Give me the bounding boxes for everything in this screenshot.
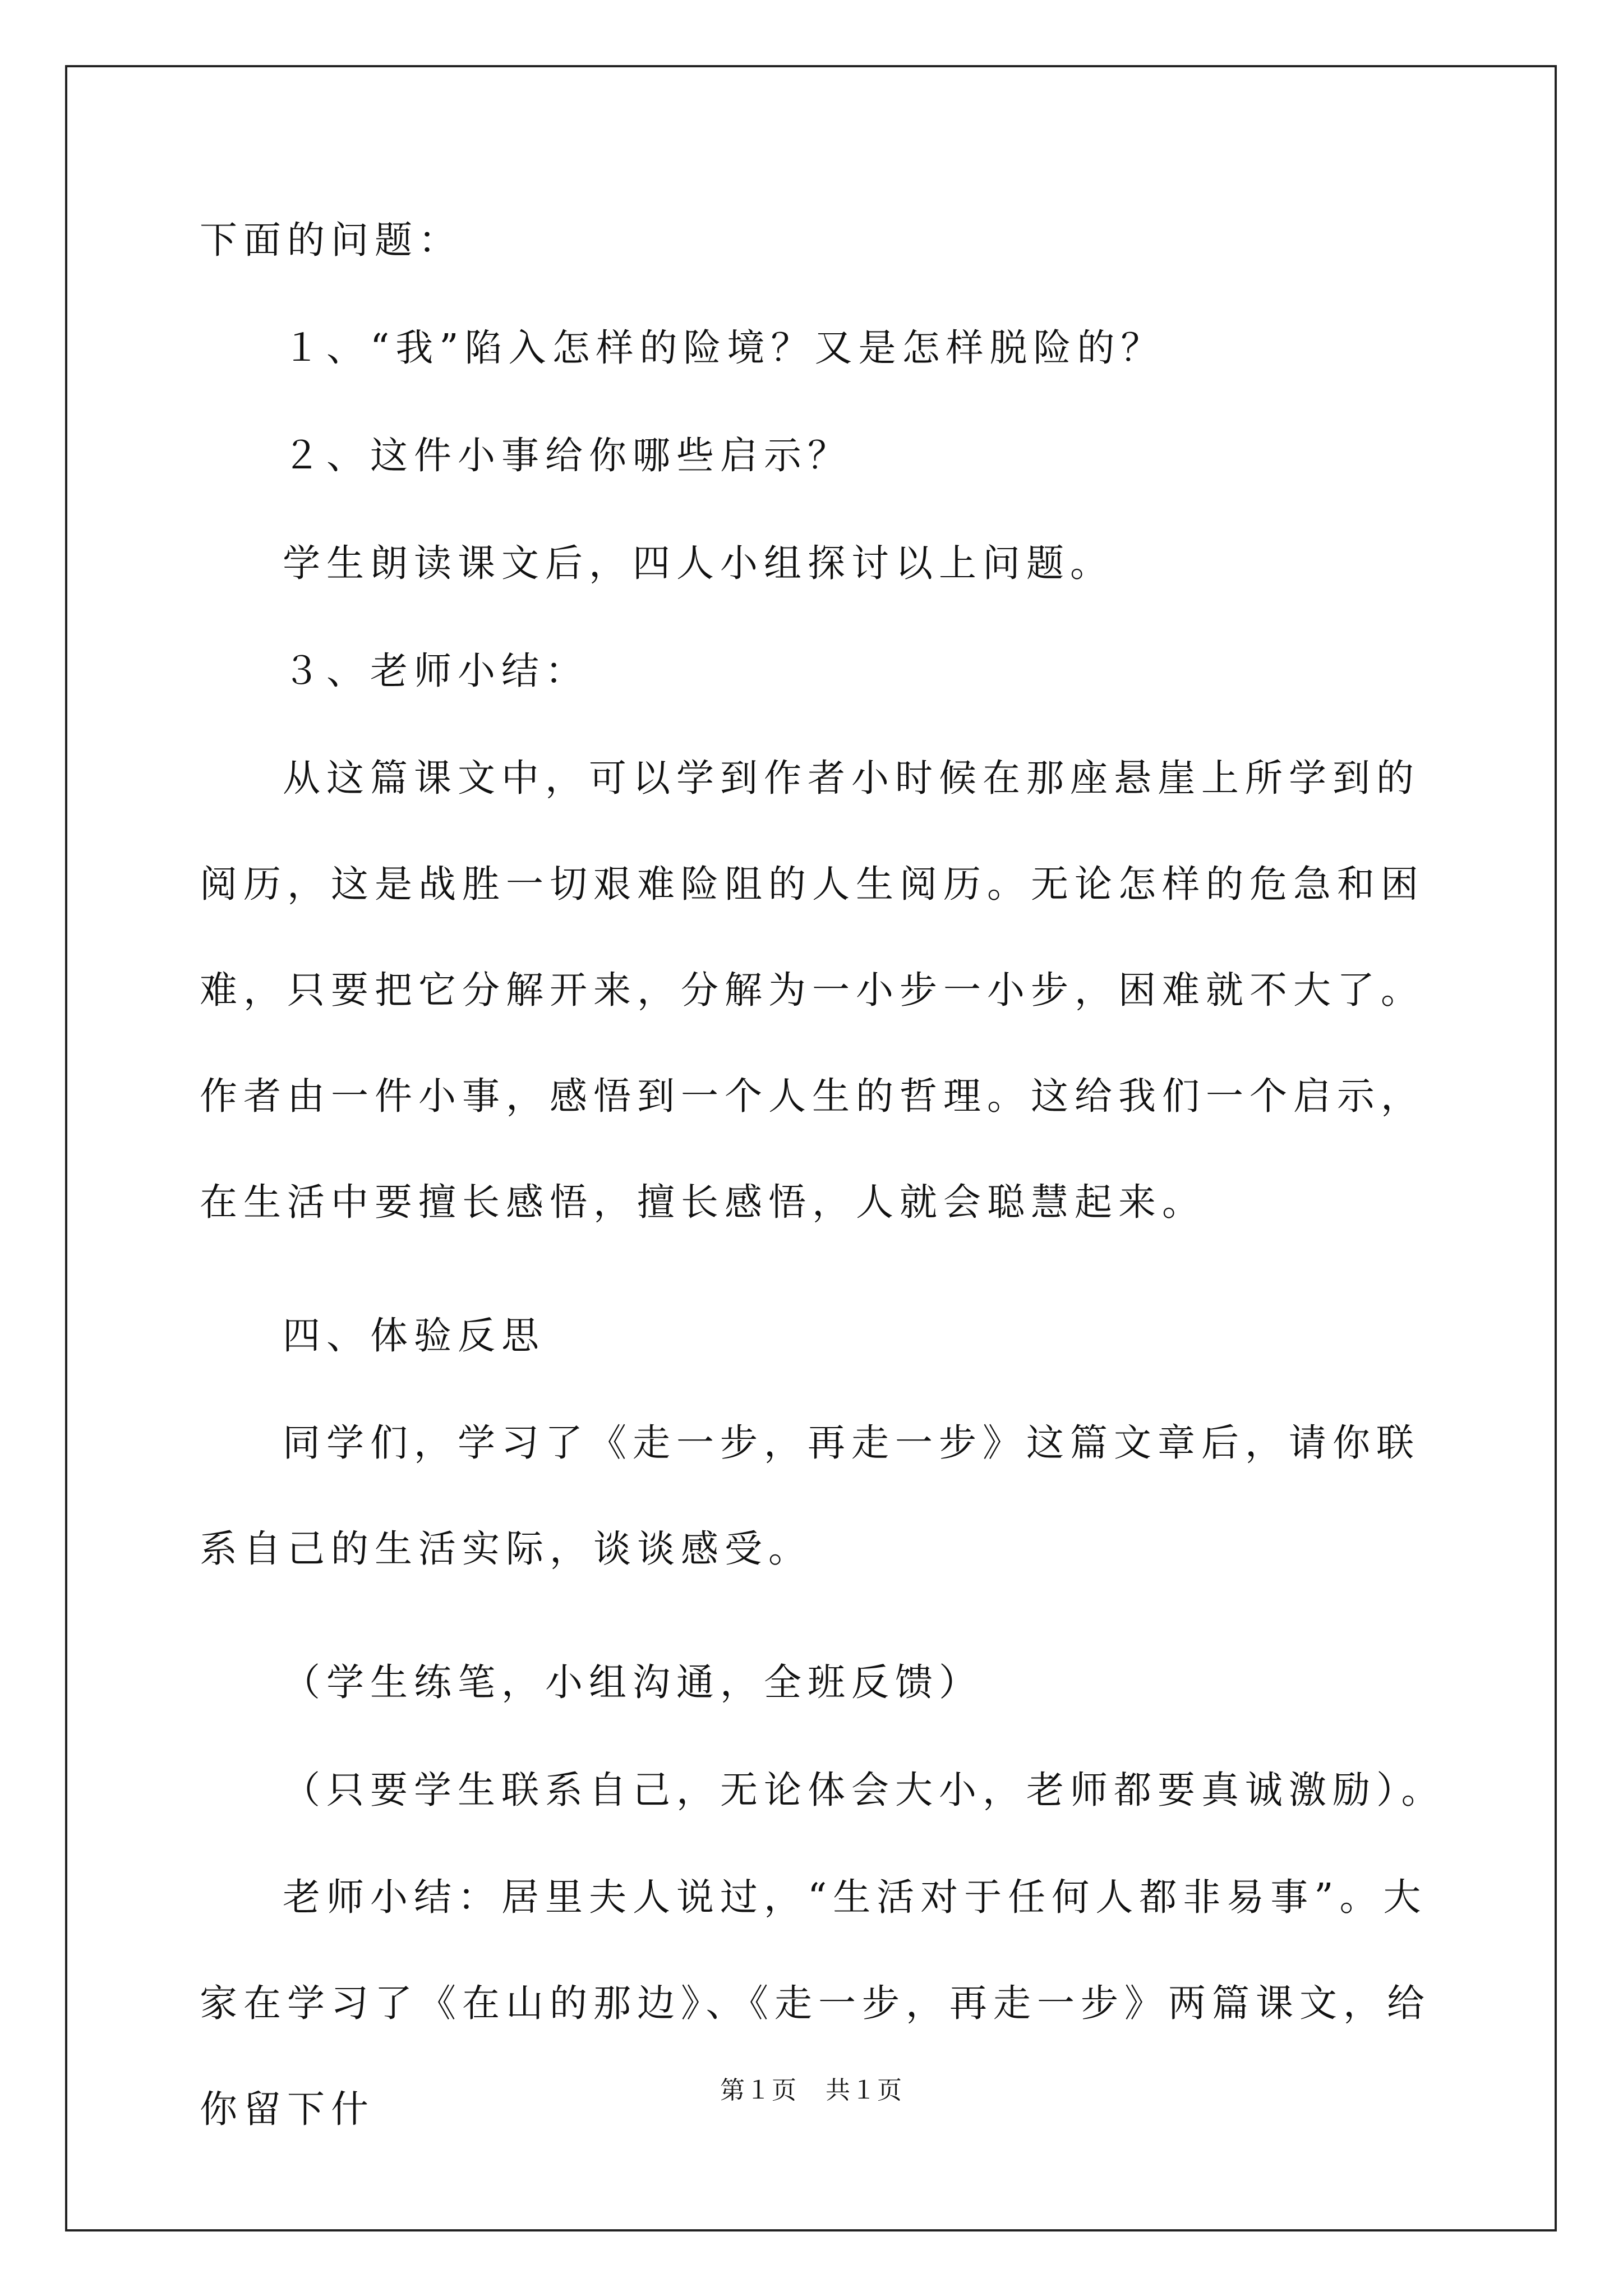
section-heading-reflection: 四、体验反思 xyxy=(283,1314,545,1358)
paragraph-question-2: ２、这件小事给你哪些启示？ xyxy=(283,434,851,477)
page-number-total: 共１页 xyxy=(826,2076,903,2105)
page-number-current: 第１页 xyxy=(720,2076,797,2105)
paragraph-reflection-prompt: 同学们，学习了《走一步，再走一步》这篇文章后，请你联系自己的生活实际，谈谈感受。 xyxy=(200,1421,1420,1571)
paragraph-summary-heading: ３、老师小结： xyxy=(283,649,589,693)
paragraph-question-1: １、“我”陷入怎样的险境？又是怎样脱险的？ xyxy=(283,326,1165,370)
paragraph-teacher-note: （只要学生联系自己，无论体会大小，老师都要真诚激励）。 xyxy=(283,1768,1445,1812)
paragraph-student-activity: （学生练笔，小组沟通，全班反馈） xyxy=(283,1660,983,1704)
paragraph-teacher-conclusion: 老师小结：居里夫人说过，“生活对于任何人都非易事”。大家在学习了《在山的那边》、《走一步，再走一步》两篇课文，给你留下什 xyxy=(200,1875,1431,2131)
paragraph-intro: 下面的问题： xyxy=(200,218,462,262)
paragraph-summary-body: 从这篇课文中，可以学到作者小时候在那座悬崖上所学到的阅历，这是战胜一切艰难险阻的人生阅历。无论怎样的危急和困难，只要把它分解开来，分解为一小步一小步，困难就不大了。作者由一件小事，感悟到一个人生的哲理。这给我们一个启示，在生活中要擅长感悟，擅长感悟，人就会聪慧起来。 xyxy=(200,756,1424,1224)
page-footer xyxy=(0,2070,1623,2106)
document-body xyxy=(200,213,1456,2216)
paragraph-group-discussion: 学生朗读课文后，四人小组探讨以上问题。 xyxy=(283,541,1114,585)
